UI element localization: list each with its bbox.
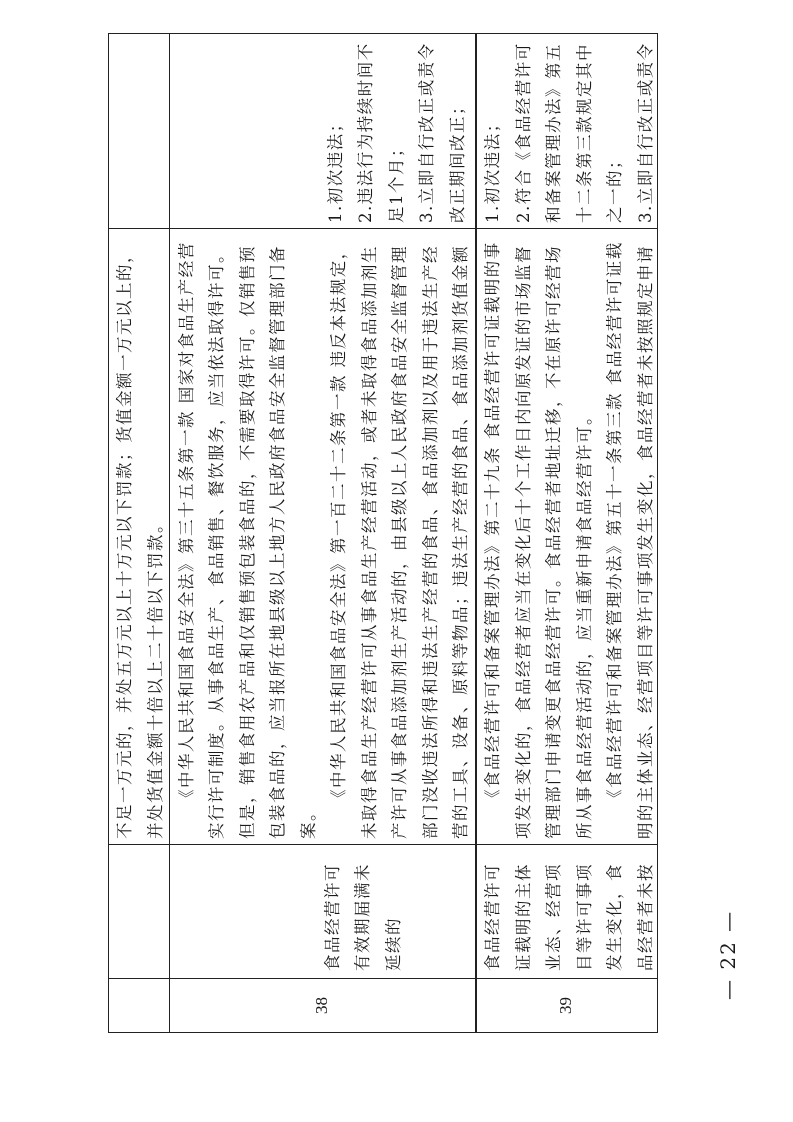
basis-cell	[476, 229, 657, 845]
condition-item: 1.初次违法；	[483, 114, 502, 223]
rotated-table	[108, 33, 658, 1033]
num-cell	[109, 979, 169, 1032]
row-number-cell	[476, 979, 657, 1032]
condition-item: 3.立即自行改正或责令改正期间改正；	[417, 42, 467, 223]
condition-item: 2.违法行为持续时间不足1个月；	[356, 42, 406, 223]
basis-paragraph: 《中华人民共和国食品安全法》第一百二十二条第一款 违反本法规定，未取得食品生产经营许可从事食品生产经营活动，或者未取得食品添加剂生产许可从事食品添加剂生产活动的，由县级以上人民政府食品安全监督管理部门没收违法所得和违法生产经营的食品、食品添加剂以及用于违法生产经营的工具、设备、原料等物品；违法生产经营的食品、食品添加剂货值金额	[329, 241, 470, 839]
row-number: 39	[556, 997, 576, 1014]
basis-paragraph: 《食品经营许可和备案管理办法》第二十九条 食品经营许可证载明的事项发生变化的，食品经营者应当在变化后十个工作日内向原发证的市场监督管理部门申请变更食品经营许可。食品经营者地址迁移，不在原许可经营场所从事食品经营活动的，应当重新申请食品经营许可。	[483, 241, 594, 839]
item-cell	[170, 845, 476, 979]
basis-paragraph: 不足一万元的，并处五万元以上十万元以下罚款；货值金额一万元以上的，并处货值金额十倍以上二十倍以下罚款。	[115, 245, 165, 839]
row-number-cell	[170, 979, 476, 1032]
conditions-cell	[170, 32, 476, 229]
violation-item: 食品经营许可有效期届满未延续的	[322, 863, 403, 971]
item-cell	[109, 845, 169, 979]
basis-paragraph: 《食品经营许可和备案管理办法》第五十一条第三款 食品经营许可证载明的主体业态、经营项目等许可事项发生变化，食品经营者未按照规定申请	[605, 241, 655, 839]
basis-paragraph: 《中华人民共和国食品安全法》第三十五条第一款 国家对食品生产经营实行许可制度。从事食品生产、食品销售、餐饮服务，应当依法取得许可。但是，销售食用农产品和仅销售预包装食品的，不需要取得许可。仅销售预包装食品的，应当报所在地县级以上地方人民政府食品安全监督管理部门备案。	[176, 241, 318, 839]
condition-item: 3.立即自行改正或责令	[635, 42, 655, 223]
basis-cell	[109, 229, 169, 845]
page-number: — 22 —	[716, 909, 740, 1000]
basis-cell	[170, 229, 476, 845]
condition-item: 2.符合《食品经营许可和备案管理办法》第五十二条第三款规定其中之一的；	[513, 42, 624, 223]
condition-item: 1.初次违法；	[325, 114, 345, 223]
table-row-39	[475, 33, 658, 1033]
conditions-cell	[109, 32, 169, 229]
row-number: 38	[312, 997, 332, 1014]
violation-item: 食品经营许可证载明的主体业态、经营项目等许可事项发生变化，食品经营者未按	[483, 863, 655, 971]
table-row-38	[169, 33, 477, 1033]
conditions-cell	[476, 32, 657, 229]
table-row-carryover	[108, 33, 170, 1033]
item-cell	[476, 845, 657, 979]
